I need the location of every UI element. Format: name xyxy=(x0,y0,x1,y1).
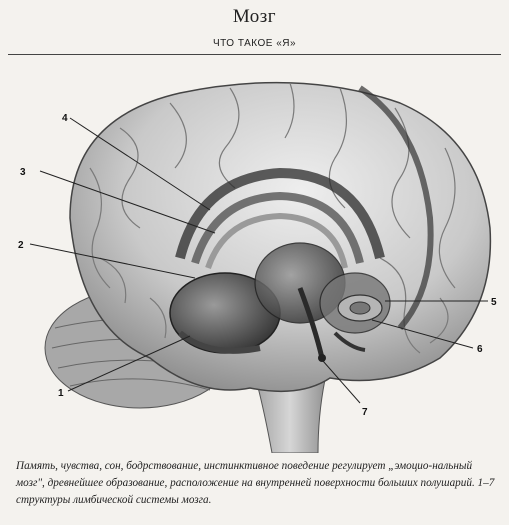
label-3: 3 xyxy=(20,167,26,178)
header-rule xyxy=(8,54,501,55)
page-title: Мозг xyxy=(232,6,277,27)
label-4: 4 xyxy=(62,113,68,124)
label-7: 7 xyxy=(362,407,368,418)
figure-caption: Память, чувства, сон, бодрствование, инстинктивное поведение регулирует „эмоцио-нальный мозг", древнейшее образование, расположение на внутренней поверхности больших полушарий. 1–7 структуры лимбической системы мозга. xyxy=(16,460,495,506)
running-header: ЧТО ТАКОЕ «Я» xyxy=(212,38,297,49)
label-1: 1 xyxy=(58,388,64,399)
cerebral-hemisphere xyxy=(70,83,490,392)
label-5: 5 xyxy=(491,297,497,308)
label-6: 6 xyxy=(477,344,483,355)
brain-illustration xyxy=(0,58,509,453)
label-2: 2 xyxy=(18,240,24,251)
